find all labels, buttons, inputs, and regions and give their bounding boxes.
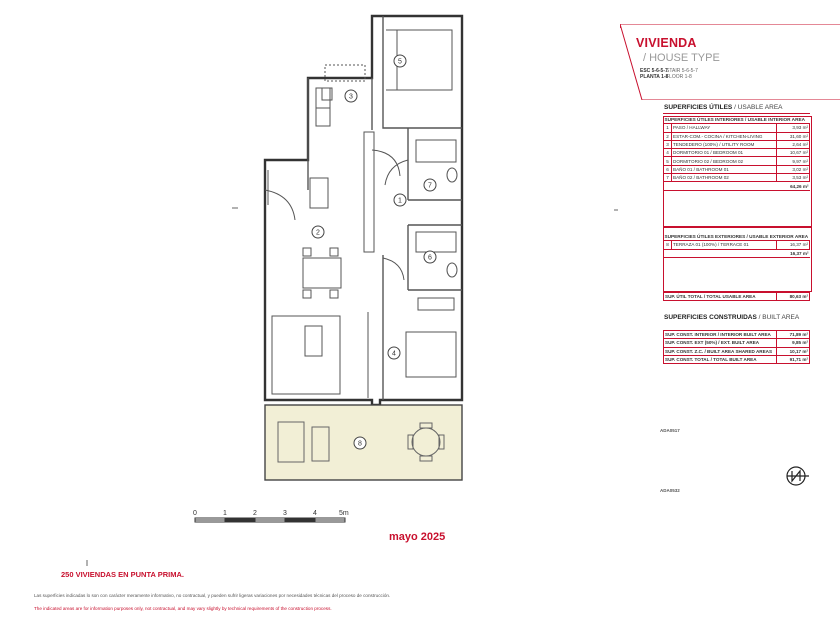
table-row: SUP. CONST. TOTAL / TOTAL BUILT AREA 91,71 m² [665, 357, 808, 363]
table-row: 8 TERRAZA 01 (100%) / TERRACE 01 16,37 m² [664, 241, 810, 249]
scale-tick-2: 2 [253, 510, 257, 517]
blocks-es: ESC 5-6-5-7 PLANTA 1-8 [640, 68, 669, 80]
room-number-8: 8 [358, 440, 362, 448]
table-row: 6 BAÑO 01 / BATHROOM 01 3,02 m² [664, 165, 810, 173]
usable-area-heading: SUPERFICIES ÚTILES / USABLE AREA [664, 104, 783, 111]
usable-total-table: SUP. ÚTIL TOTAL / TOTAL USABLE AREA 80,63 m² [665, 294, 808, 300]
room-number-2: 2 [316, 229, 320, 237]
bedroom2-wall [383, 16, 462, 128]
table-row: 2 ESTAR-COM.- COCINA / KITCHEN-LIVING 31,60 m² [664, 132, 810, 140]
usable-exterior-table: SUPERFICIES ÚTILES EXTERIORES / USABLE EXTERIOR AREA 8 TERRAZA 01 (100%) / TERRACE 01 16,37 m² 16,37 m² [664, 234, 809, 256]
exterior-total: 16,37 m² [664, 249, 810, 257]
table-row: 3 TENDEDERO (100%) / UTILITY ROOM 2,64 m² [664, 140, 810, 148]
interior-total: 64,26 m² [664, 182, 810, 190]
room-number-4: 4 [392, 350, 396, 358]
locator-code-2: ADA0532 [660, 488, 680, 493]
table-row: 5 DORMITORIO 02 / BEDROOM 02 9,97 m² [664, 157, 810, 165]
room-number-5: 5 [398, 58, 402, 66]
interior-frame [663, 116, 812, 228]
table-row: 7 BAÑO 02 / BATHROOM 02 3,53 m² [664, 174, 810, 182]
locator-code-1: ADA0517 [660, 428, 680, 433]
document-date: mayo 2025 [389, 531, 446, 543]
built-area-heading: SUPERFICIES CONSTRUIDAS / BUILT AREA [664, 314, 800, 321]
room-number-1: 1 [398, 197, 402, 205]
kitchen-wall [308, 78, 372, 190]
scale-bar [195, 518, 345, 522]
table-row: SUP. CONST. INTERIOR / INTERIOR BUILT AREA 71,89 m² [665, 332, 808, 338]
room-number-7: 7 [428, 182, 432, 190]
table-row: 4 DORMITORIO 01 / BEDROOM 01 10,67 m² [664, 149, 810, 157]
table-row: SUP. CONST. Z.C. / BUILT AREA SHARED AREAS 10,17 m² [665, 348, 808, 354]
table-row: SUP. CONST. EXT (50%) / EXT. BUILT AREA 9,85 m² [665, 340, 808, 346]
north-arrow-icon [785, 463, 811, 489]
page-title: VIVIENDA [636, 36, 697, 50]
room-number-6: 6 [428, 254, 432, 262]
scale-tick-1: 1 [223, 510, 227, 517]
scale-tick-4: 4 [313, 510, 317, 517]
room-number-3: 3 [349, 93, 353, 101]
page-subtitle: / HOUSE TYPE [643, 52, 720, 64]
disclaimer-es: Las superficies indicadas lo son con carácter meramente informativo, no contractual, y pueden sufrir ligeras variaciones por necesidades técnicas del proceso de construcción. [34, 593, 391, 598]
scale-tick-0: 0 [193, 510, 197, 517]
disclaimer-en: The indicated areas are for information purposes only, not contractual, and may vary slightly by technical requirements of the construction process. [34, 606, 332, 611]
scale-tick-5: 5m [339, 510, 349, 517]
exterior-frame [663, 226, 812, 292]
usable-interior-table: SUPERFICIES ÚTILES INTERIORES / USABLE INTERIOR AREA 1 PASO / HALLWAY 3,93 m² 2 ESTAR-COM.- COCINA / KITCHEN-LIVING 31,60 m² 3 TENDEDERO (100%) / UTILITY ROOM 2,64 m² 4 DORMITORIO 01 / BEDROOM 01 10,67 m² 5 DORMITORIO 02 / BEDROOM 02 9,97 m² 6 BAÑO 01 / BATHROOM 01 3,02 m² 7 BAÑO 02 / BATHROOM 02 3,53 m² 64,26 m² [664, 117, 809, 189]
scale-tick-3: 3 [283, 510, 287, 517]
promo-title: 250 VIVIENDAS EN PUNTA PRIMA. [61, 570, 184, 579]
table-row: 1 PASO / HALLWAY 3,93 m² [664, 124, 810, 132]
blocks-en: STAIR 5-6-5-7 FLOOR 1-8 [666, 68, 698, 80]
built-area-table [663, 330, 810, 364]
